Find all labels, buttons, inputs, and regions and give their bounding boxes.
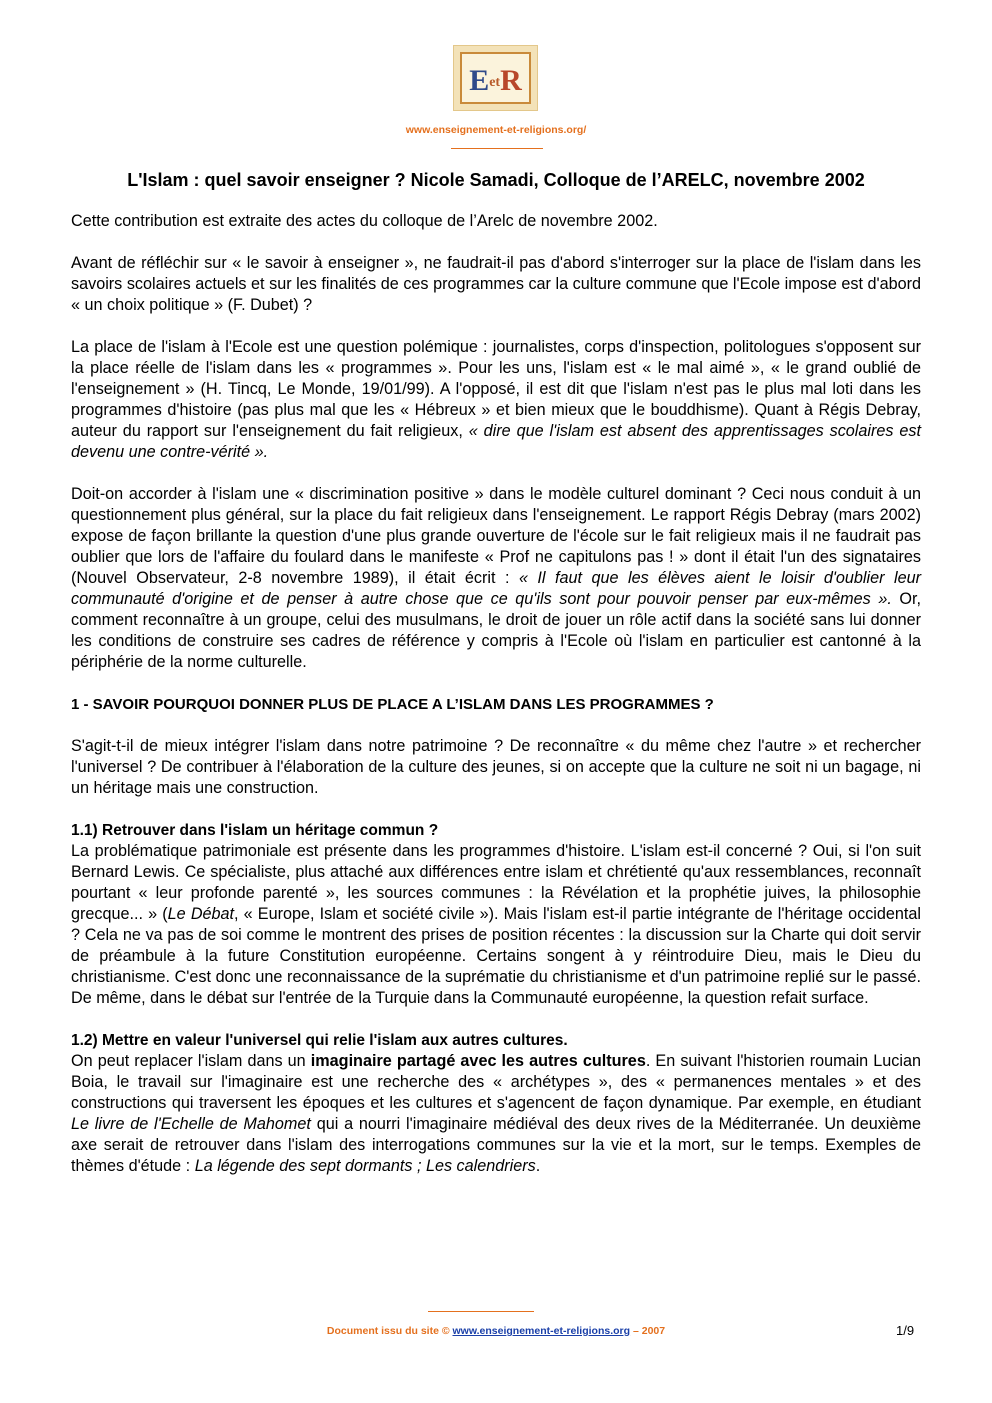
- subsection-1-1-text: La problématique patrimoniale est présente dans les programmes d'histoire. L'islam est-il concerné ? Oui, si l'on suit Bernard Lewis. Ce spécialiste, plus attaché aux différences entre islam et chrétienté qu'aux ressemblances, reconnaît pourtant « leur profonde parenté », les sources communes : la Révélation et la prophétie juives, la philosophie grecque... » (Le Débat, « Europe, Islam et société civile »). Mais l'islam est-il partie intégrante de l'héritage occidental ? Cela ne va pas de soi comme le montrent des prises de position récentes : la discussion sur la Charte qui doit servir de préambule à la future Constitution européenne. Certains songent à y réintroduire Dieu, mais le Dieu du christianisme. C'est donc une reconnaissance de la suprématie du christianisme et d'un patrimoine replié sur le passé. De même, dans le débat sur l'entrée de la Turquie dans la Communauté européenne, la question refait surface.: [71, 842, 921, 1007]
- page-number: 1/9: [896, 1323, 915, 1338]
- logo-letter-r: R: [500, 64, 522, 97]
- paragraph-4: Doit-on accorder à l'islam une « discrimination positive » dans le modèle culturel dominant ? Ceci nous conduit à un questionnement plus général, sur la place du fait religieux dans l'enseignement. Le rapport Régis Debray (mars 2002) expose de façon brillante la question d'une plus grande ouverture de l'école sur le fait religieux mais il ne faudrait pas oublier que lors de l'affaire du foulard dans le manifeste « Prof ne capitulons pas ! » dont il était l'un des signataires (Nouvel Observateur, 2-8 novembre 1989), il était écrit : « Il faut que les élèves aient le loisir d'oublier leur communauté d'origine et de penser à autre chose que ce qu'ils sont pour pouvoir penser par eux-mêmes ». Or, comment reconnaître à un groupe, celui des musulmans, le droit de jouer un rôle actif dans la société sans lui donner les conditions de construire ses cadres de référence y compris à l'Ecole où l'islam en particulier est cantonné à la périphérie de la norme culturelle.: [71, 485, 922, 671]
- section-1-heading: 1 - SAVOIR POURQUOI DONNER PLUS DE PLACE A L’ISLAM DANS LES PROGRAMMES ?: [71, 696, 714, 713]
- footer-site-link[interactable]: www.enseignement-et-religions.org: [452, 1325, 631, 1337]
- paragraph-intro: Cette contribution est extraite des actes du colloque de l’Arelc de novembre 2002.: [71, 212, 658, 230]
- footer-suffix: – 2007: [632, 1325, 666, 1337]
- er-logo: [453, 45, 538, 111]
- footer-divider: [428, 1311, 534, 1312]
- footer-prefix: Document issu du site ©: [326, 1325, 450, 1337]
- header-divider: [451, 148, 543, 149]
- document-body: [71, 211, 921, 1177]
- debray-quote: « dire que l'islam est absent des apprentissages scolaires est devenu une contre-vérité ».: [71, 422, 921, 461]
- header-site-url[interactable]: www.enseignement-et-religions.org/: [405, 124, 587, 136]
- subsection-1-2-text: On peut replacer l'islam dans un imaginaire partagé avec les autres cultures. En suivant l'historien roumain Lucian Boia, le travail sur l'imaginaire est une recherche des « archétypes », des « permanences mentales » et des constructions qui traversent les époques et les cultures et s'agencent de façon dynamique. Par exemple, en étudiant Le livre de l'Echelle de Mahomet qui a nourri l'imaginaire médiéval des deux rives de la Méditerranée. Un deuxième axe serait de retrouver dans l'islam des interrogations communes sur la vie et la mort, sur le temps. Exemples de thèmes d'étude : La légende des sept dormants ; Les calendriers.: [71, 1052, 921, 1175]
- paragraph-3: La place de l'islam à l'Ecole est une question polémique : journalistes, corps d'inspection, politologues s'opposent sur la place réelle de l'islam dans les « programmes ». Pour les uns, l'islam est « le mal aimé », « le grand oublié de l'enseignement » (H. Tincq, Le Monde, 19/01/99). A l'opposé, il est dit que l'islam n'est pas le plus mal loti dans les programmes d'histoire (pas plus mal que les « Hébreux » et bien mieux que le bouddhisme). Quant à Régis Debray, auteur du rapport sur l'enseignement du fait religieux, « dire que l'islam est absent des apprentissages scolaires est devenu une contre-vérité ».: [71, 338, 921, 461]
- document-title: L'Islam : quel savoir enseigner ? Nicole Samadi, Colloque de l’ARELC, novembre 2002: [127, 170, 865, 190]
- paragraph-2: Avant de réfléchir sur « le savoir à enseigner », ne faudrait-il pas d'abord s'interroger sur la place de l'islam dans les savoirs scolaires actuels et sur les finalités de ces programmes car la culture commune que l'Ecole impose est d'abord « un choix politique » (F. Dubet) ?: [71, 254, 921, 314]
- manifesto-quote: « Il faut que les élèves aient le loisir d'oublier leur communauté d'origine et de penser à autre chose que ce qu'ils sont pour pouvoir penser par eux-mêmes ».: [71, 569, 921, 608]
- logo-letter-e: E: [469, 64, 490, 97]
- section-1-intro: S'agit-t-il de mieux intégrer l'islam dans notre patrimoine ? De reconnaître « du même chez l'autre » et rechercher l'universel ? De contribuer à l'élaboration de la culture des jeunes, si on accepte que la culture ne soit ni un bagage, ni un héritage mais une construction.: [71, 737, 921, 797]
- emphasis-imaginaire: imaginaire partagé avec les autres cultures: [310, 1052, 646, 1070]
- subsection-1-1-heading: 1.1) Retrouver dans l'islam un héritage commun ?: [71, 822, 439, 839]
- subsection-1-2-heading: 1.2) Mettre en valeur l'universel qui relie l'islam aux autres cultures.: [71, 1032, 568, 1049]
- logo-letter-et: et: [489, 75, 501, 91]
- footer: [0, 1325, 992, 1337]
